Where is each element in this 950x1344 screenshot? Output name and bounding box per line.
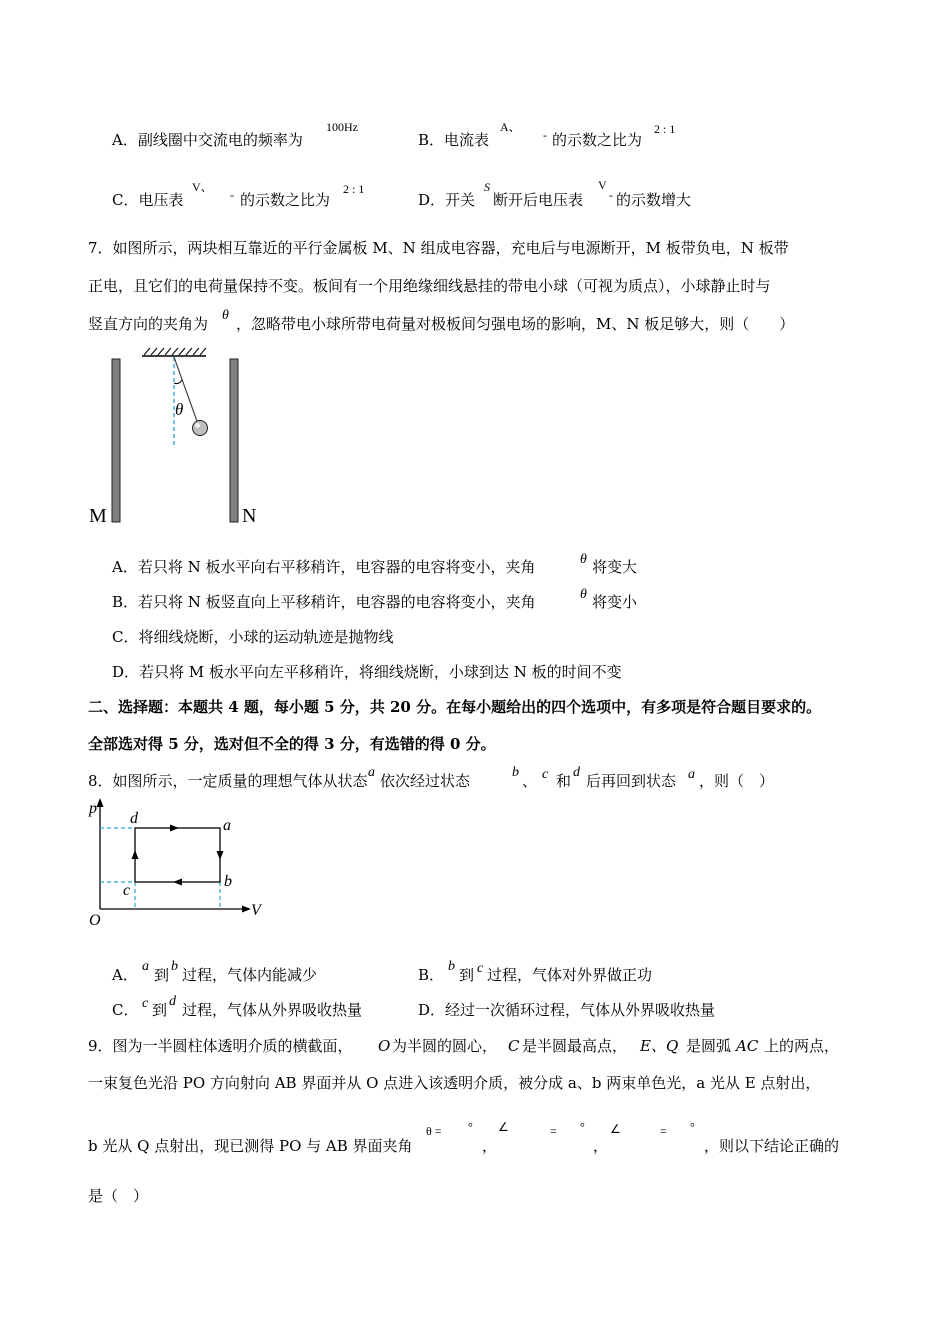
q9-line1-ac: AC (736, 1037, 759, 1055)
q8-opt-a-pre: A． (112, 966, 138, 984)
q7-option-d: D．若只将 M 板水平向左平移稍许，将细线烧断，小球到达 N 板的时间不变 (112, 663, 622, 681)
q6-opt-d-text-c: 的示数增大 (616, 191, 692, 209)
q9-deg-1: ° (468, 1120, 473, 1134)
q6-opt-c-ratio: 2 : 1 (343, 182, 365, 196)
q9-line1-d: 是圆弧 (686, 1037, 732, 1055)
p-label: p (89, 800, 97, 817)
q9-line1-c: 是半圆最高点， (522, 1037, 628, 1055)
q8-option-d: D．经过一次循环过程，气体从外界吸收热量 (418, 1001, 716, 1019)
ball-highlight (195, 423, 200, 428)
q9-comma-1: ， (482, 1137, 498, 1155)
q6-opt-b-symbol: A、 (500, 120, 521, 134)
arrow-b-to-c (173, 879, 182, 886)
q9-stem-line2: 一束复色光沿 PO 方向射向 AB 界面并从 O 点进入该透明介质，被分成 a、b 两束单色光，a 光从 E 点射出， (88, 1074, 821, 1092)
q8-stem-4: 和 (556, 772, 572, 790)
q6-opt-d-symbol: V (598, 178, 607, 192)
arrow-a-to-b (217, 851, 224, 860)
angle-label: θ (175, 400, 184, 419)
q6-opt-a-text: A．副线圈中交流电的频率为 (112, 131, 303, 149)
q9-eq-1: = (550, 1124, 557, 1138)
q8-opt-a-post: 过程，气体内能减少 (182, 966, 318, 984)
q7-stem-line3-b: ，忽略带电小球所带电荷量对极板间匀强电场的影响，M、N 板足够大，则（ ） (236, 315, 795, 333)
q9-line1-o: O (378, 1037, 391, 1055)
q6-opt-b-ratio: 2 : 1 (654, 122, 676, 136)
q7-stem-line3-a: 竖直方向的夹角为 (88, 315, 209, 333)
q8-opt-b-dest: c (477, 961, 484, 976)
q8-opt-c-to: 到 (152, 1001, 168, 1019)
v-axis-arrow (242, 906, 251, 913)
q9-angle-1: ∠ (498, 1120, 509, 1134)
point-c: c (123, 882, 131, 899)
angle-arc (174, 380, 182, 384)
q8-stem-a2: a (688, 767, 695, 782)
q6-opt-b-mid: 的示数之比为 (552, 131, 643, 149)
q8-stem-6: ，则（ ） (699, 772, 775, 790)
q7-stem-line2: 正电，且它们的电荷量保持不变。板间有一个用绝缘细线悬挂的带电小球（可视为质点），小球静止时与 (88, 277, 771, 295)
q6-opt-b-text: B．电流表 (418, 131, 490, 149)
q9-stem-line4: 是（ ） (88, 1187, 149, 1205)
point-d: d (130, 810, 138, 827)
q9-deg-3: ° (690, 1120, 695, 1134)
q8-opt-c-post: 过程，气体从外界吸收热量 (182, 1001, 363, 1019)
origin-label: O (89, 912, 101, 929)
plate-m (112, 359, 120, 522)
q8-opt-a-to: 到 (154, 966, 170, 984)
q7-capacitor-figure (85, 345, 275, 530)
q9-line3-end: ，则以下结论正确的 (704, 1137, 840, 1155)
q8-stem-b: b (512, 765, 519, 780)
q9-line1-a: 9．图为一半圆柱体透明介质的横截面， (88, 1037, 353, 1055)
p-axis-arrow (97, 798, 104, 807)
q7-opt-b-text-b: 将变小 (592, 593, 638, 611)
q8-stem-5: 后再回到状态 (586, 772, 677, 790)
point-b: b (224, 873, 232, 890)
q8-stem-c: c (542, 767, 549, 782)
q6-opt-c-text: C．电压表 (112, 191, 184, 209)
v-label: V (251, 902, 261, 919)
q6-opt-d-text-b: 断开后电压表 (493, 191, 584, 209)
label-m: M (89, 505, 107, 527)
q6-opt-d-text-a: D．开关 (418, 191, 476, 209)
q7-opt-b-text-a: B．若只将 N 板竖直向上平移稍许，电容器的电容将变小，夹角 (112, 593, 536, 611)
q9-deg-2: ° (580, 1120, 585, 1134)
q8-stem-1: 8．如图所示，一定质量的理想气体从状态 (88, 772, 368, 790)
q8-stem-2: 依次经过状态 (380, 772, 471, 790)
q6-opt-d-s: S (484, 180, 490, 194)
q9-line1-eq: E、Q (640, 1037, 679, 1055)
q6-opt-c-dash: - (230, 188, 234, 202)
ceiling-support (142, 348, 206, 356)
q8-opt-b-pre: B． (418, 966, 445, 984)
q8-stem-3: 、 (522, 772, 538, 790)
q9-angle-2: ∠ (610, 1122, 621, 1136)
charged-ball (193, 421, 208, 436)
q9-line1-e: 上的两点， (764, 1037, 840, 1055)
q8-opt-c-from: c (142, 996, 149, 1011)
q6-opt-b-dash: - (543, 128, 547, 142)
q8-stem-a: a (368, 765, 375, 780)
q8-opt-b-post: 过程，气体对外界做正功 (487, 966, 653, 984)
q9-comma-2: ， (593, 1137, 609, 1155)
q6-opt-c-symbol: V、 (192, 180, 213, 194)
q9-eq-2: = (660, 1124, 667, 1138)
q9-line1-b: 为半圆的圆心， (392, 1037, 498, 1055)
q7-theta-symbol: θ (222, 308, 229, 323)
q7-opt-a-theta: θ (580, 552, 587, 567)
q7-opt-b-theta: θ (580, 587, 587, 602)
section2-header-line1: 二、选择题：本题共 4 题，每小题 5 分，共 20 分。在每小题给出的四个选项中，有多项是符合题目要求的。 (88, 698, 822, 716)
q6-opt-a-value: 100Hz (326, 120, 358, 134)
q6-opt-c-mid: 的示数之比为 (240, 191, 331, 209)
q7-option-c: C．将细线烧断，小球的运动轨迹是抛物线 (112, 628, 394, 646)
cycle-path (135, 828, 220, 882)
q8-opt-a-from: a (142, 959, 149, 974)
q8-opt-b-to: 到 (459, 966, 475, 984)
q6-opt-d-dash: - (609, 188, 613, 202)
section2-header-line2: 全部选对得 5 分，选对但不全的得 3 分，有选错的得 0 分。 (88, 735, 496, 753)
q7-opt-a-text-b: 将变大 (592, 558, 638, 576)
q8-opt-c-pre: C． (112, 1001, 139, 1019)
q7-stem-line1: 7．如图所示，两块相互靠近的平行金属板 M、N 组成电容器，充电后与电源断开，M 板带负电，N 板带 (88, 239, 789, 257)
q8-pv-diagram (85, 795, 265, 935)
q8-stem-d: d (573, 765, 580, 780)
q9-line1-c-label: C (508, 1037, 520, 1055)
arrow-d-to-a (170, 825, 179, 832)
point-a: a (223, 817, 231, 834)
q8-opt-b-from: b (448, 959, 455, 974)
q8-opt-a-dest: b (171, 959, 178, 974)
q9-theta-eq: θ = (426, 1124, 442, 1138)
plate-n (230, 359, 238, 522)
arrow-c-to-d (132, 850, 139, 859)
label-n: N (242, 505, 257, 527)
q8-opt-c-dest: d (169, 994, 176, 1009)
q7-opt-a-text-a: A．若只将 N 板水平向右平移稍许，电容器的电容将变小，夹角 (112, 558, 536, 576)
q9-line3-a: b 光从 Q 点射出，现已测得 PO 与 AB 界面夹角 (88, 1137, 413, 1155)
